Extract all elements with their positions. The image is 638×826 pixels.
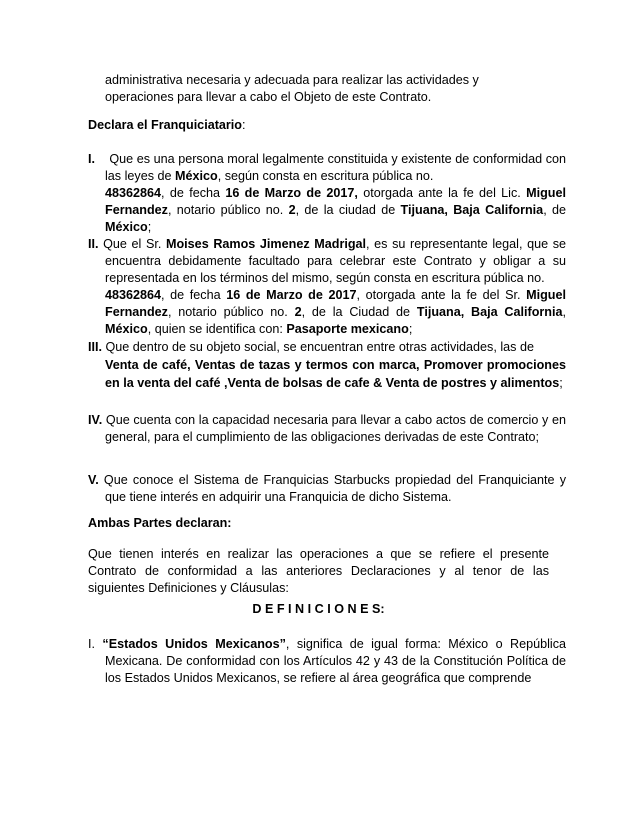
heading-colon: : bbox=[242, 118, 246, 132]
definiciones-heading: D E F I N I C I O N E S: bbox=[252, 602, 385, 616]
intro-paragraph bbox=[88, 72, 566, 106]
item-number: I. bbox=[88, 637, 95, 651]
franquiciatario-heading-text: Declara el Franquiciatario bbox=[88, 118, 242, 132]
ambas-partes-heading: Ambas Partes declaran: bbox=[88, 516, 232, 530]
declaration-item-3: III. Que dentro de su objeto social, se encuentran entre otras actividades, las de Venta de café, Ventas de tazas y termos con marca, Promover promociones en la venta del café ,Venta de bolsas de cafe & Venta de postres y alimentos; bbox=[88, 340, 566, 390]
declaration-item-5: V. Que conoce el Sistema de Franquicias Starbucks propiedad del Franquiciante y que tiene interés en adquirir una Franquicia de dicho Sistema. bbox=[88, 473, 566, 504]
item-number: II. bbox=[88, 237, 99, 251]
definition-item-1: I. “Estados Unidos Mexicanos”, significa de igual forma: México o República Mexicana. De conformidad con los Artículos 42 y 43 de la Constitución Política de los Estados Unidos Mexicanos, se refiere al área geográfica que comprende bbox=[88, 637, 567, 685]
declaration-item-2: II. Que el Sr. Moises Ramos Jimenez Madrigal, es su representante legal, que se encuentra debidamente facultado para celebrar este Contrato y obligar a su representada en los términos del mismo, según consta en escritura pública no. 48362864, de fecha 16 de Marzo de 2017, otorgada ante la fe del Sr. Miguel Fernandez, notario público no. 2, de la Ciudad de Tijuana, Baja California, México, quien se identifica con: Pasaporte mexicano; bbox=[88, 237, 567, 336]
item-number: III. bbox=[88, 340, 102, 354]
intro-line-2: operaciones para llevar a cabo el Objeto de este Contrato. bbox=[105, 90, 432, 104]
intro-line-1: administrativa necesaria y adecuada para realizar las actividades y bbox=[105, 73, 479, 87]
item-number: IV. bbox=[88, 413, 103, 427]
franquiciatario-heading bbox=[88, 117, 549, 134]
declaration-item-4: IV. Que cuenta con la capacidad necesaria para llevar a cabo actos de comercio y en general, para el cumplimiento de las obligaciones derivadas de este Contrato; bbox=[88, 413, 566, 444]
item-number: V. bbox=[88, 473, 99, 487]
ambas-partes-paragraph: Que tienen interés en realizar las operaciones a que se refiere el presente Contrato de conformidad a las anteriores Declaraciones y al tenor de las siguientes Definiciones y Cláusulas: bbox=[88, 547, 549, 595]
declaration-item-1: I. Que es una persona moral legalmente constituida y existente de conformidad con las leyes de México, según consta en escritura pública no. 48362864, de fecha 16 de Marzo de 2017, otorgada ante la fe del Lic. Miguel Fernandez, notario público no. 2, de la ciudad de Tijuana, Baja California, de México; bbox=[88, 152, 567, 234]
item-number: I. bbox=[88, 152, 95, 166]
